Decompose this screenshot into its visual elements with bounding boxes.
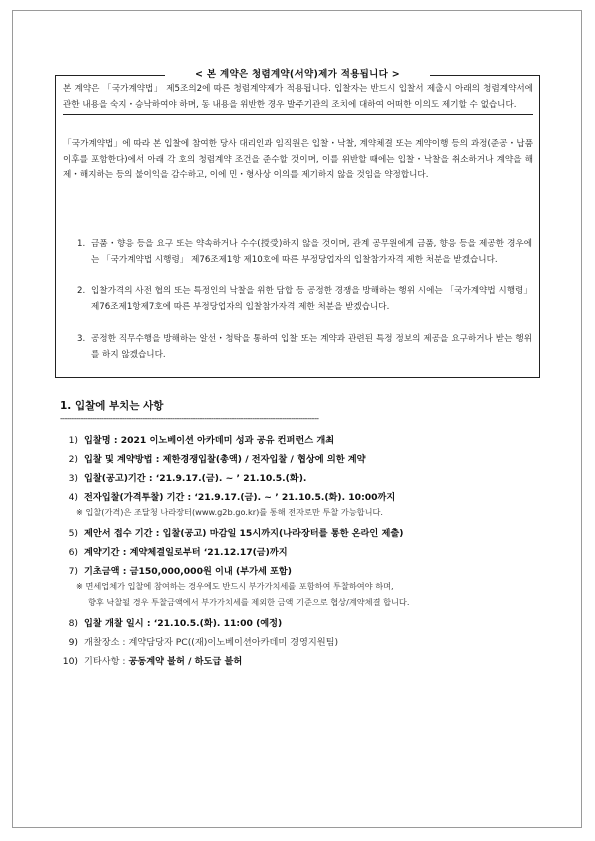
row-label: 입찰명 :	[84, 435, 121, 446]
pledge-item-number: 3.	[77, 334, 86, 344]
pledge-item-text: 공정한 직무수행을 방해하는 알선・청탁을 통하여 입찰 또는 계약과 관련된 특정 정보의 제공을 요구하거나 받는 행위를 하지 않겠습니다.	[91, 334, 532, 360]
pledge-item-number: 2.	[77, 286, 86, 296]
tax-note-line1: ※ 면세업체가 입찰에 참여하는 경우에도 반드시 부가가치세를 포함하여 투찰하여야 하며,	[76, 581, 394, 591]
e-bid-period-row	[60, 489, 395, 503]
dashed-divider: -----------------------------------------------------------------------------------------------------------------	[60, 414, 319, 423]
row-value: 공동계약 불허 / 하도급 불허	[128, 656, 243, 667]
row-value: ‘21.9.17.(금). ~ ’ 21.10.5.(화).	[155, 473, 307, 484]
row-number: 2)	[68, 454, 78, 465]
row-number: 9)	[68, 637, 78, 648]
box-title: < 본 계약은 청렴계약(서약)제가 적용됩니다 >	[165, 66, 430, 80]
row-label: 입찰(공고)기간 :	[84, 473, 156, 484]
row-value: 계약체결일로부터 ‘21.12.17(금)까지	[129, 547, 288, 558]
row-label: 기초금액 :	[84, 566, 130, 577]
pledge-item-text: 금품・향응 등을 요구 또는 약속하거나 수수(授受)하지 않을 것이며, 관계 공무원에게 금품, 향응 등을 제공한 경우에는 「국가계약법 시행령」 제76조제1항 제10호에 따른 부정당업자의 입찰참가자격 제한 처분을 받겠습니다.	[91, 239, 532, 265]
row-label: 입찰 개찰 일시 :	[84, 618, 154, 629]
row-label: 계약기간 :	[84, 547, 130, 558]
row-value: ‘21.10.5.(화). 11:00 (예정)	[153, 618, 283, 629]
pledge-item	[77, 332, 532, 363]
bid-period-row	[60, 470, 306, 484]
row-label: 제안서 접수 기간 :	[84, 528, 163, 539]
row-number: 1)	[68, 435, 78, 446]
bid-name-row	[60, 432, 334, 446]
row-value: 입찰(공고) 마감일 15시까지(나라장터를 통한 온라인 제출)	[162, 528, 404, 539]
tax-note-line2: 향후 낙찰될 경우 투찰금액에서 부가가치세를 제외한 금액 기준으로 협상/계약체결 합니다.	[88, 597, 410, 607]
pledge-item	[77, 284, 532, 315]
row-value: ‘21.9.17.(금). ~ ’ 21.10.5.(화). 10:00까지	[194, 492, 396, 503]
row-value: 금150,000,000원 이내 (부가세 포함)	[129, 566, 292, 577]
row-number: 3)	[68, 473, 78, 484]
row-value: 계약담당자 PC((재)이노베이션아카데미 경영지원팀)	[128, 637, 339, 648]
row-number: 10)	[62, 656, 78, 667]
opening-place-row	[60, 634, 338, 648]
row-label: 기타사항 :	[84, 656, 129, 667]
contract-period-row	[60, 544, 288, 558]
pledge-item-text: 입찰가격의 사전 협의 또는 특정인의 낙찰을 위한 담합 등 공정한 경쟁을 방해하는 행위 시에는 「국가계약법 시행령」 제76조제1항제7호에 따른 부정당업자의 입찰참가자격 제한 처분을 받겠습니다.	[91, 286, 532, 312]
row-value: 2021 이노베이션 아카데미 성과 공유 컨퍼런스 개최	[120, 435, 335, 446]
pledge-item-number: 1.	[77, 239, 86, 249]
row-value: 제한경쟁입찰(총액) / 전자입찰 / 협상에 의한 계약	[162, 454, 366, 465]
box-pledge-text: 「국가계약법」에 따라 본 입찰에 참여한 당사 대리인과 임직원은 입찰・낙찰, 계약체결 또는 계약이행 등의 과정(준공・납품 이후를 포함한다)에서 아래 각 호의 청렴계약 조건을 준수할 것이며, 이를 위반할 때에는 입찰・낙찰을 취소하거나 계약을 해제・해지하는 등의 불이익을 감수하고, 이에 민・형사상 이의를 제기하지 않을 것임을 약정합니다.	[63, 139, 533, 180]
base-amount-row	[60, 563, 292, 577]
section-heading: 1. 입찰에 부치는 사항	[60, 400, 164, 412]
other-matters-row	[60, 653, 242, 667]
row-label: 전자입찰(가격투찰) 기간 :	[84, 492, 195, 503]
row-number: 6)	[68, 547, 78, 558]
proposal-period-row	[60, 525, 403, 539]
bid-method-row	[60, 451, 366, 465]
bid-opening-row	[60, 615, 282, 629]
row-label: 입찰 및 계약방법 :	[84, 454, 163, 465]
row-number: 7)	[68, 566, 78, 577]
box-intro-text: 본 계약은 「국가계약법」 제5조의2에 따른 청렴계약제가 적용됩니다. 입찰자는 반드시 입찰서 제출시 아래의 청렴계약서에 관한 내용을 숙지・승낙하여야 하며, 동 내용을 위반한 경우 발주기관의 조치에 대하여 어떠한 이의도 제기할 수 없습니다.	[63, 82, 533, 115]
row-number: 4)	[68, 492, 78, 503]
row-number: 8)	[68, 618, 78, 629]
e-bid-note: ※ 입찰(가격)은 조달청 나라장터(www.g2b.go.kr)를 통해 전자로만 투찰 가능합니다.	[76, 507, 384, 517]
row-number: 5)	[68, 528, 78, 539]
row-label: 개찰장소 :	[84, 637, 129, 648]
pledge-item	[77, 237, 532, 268]
